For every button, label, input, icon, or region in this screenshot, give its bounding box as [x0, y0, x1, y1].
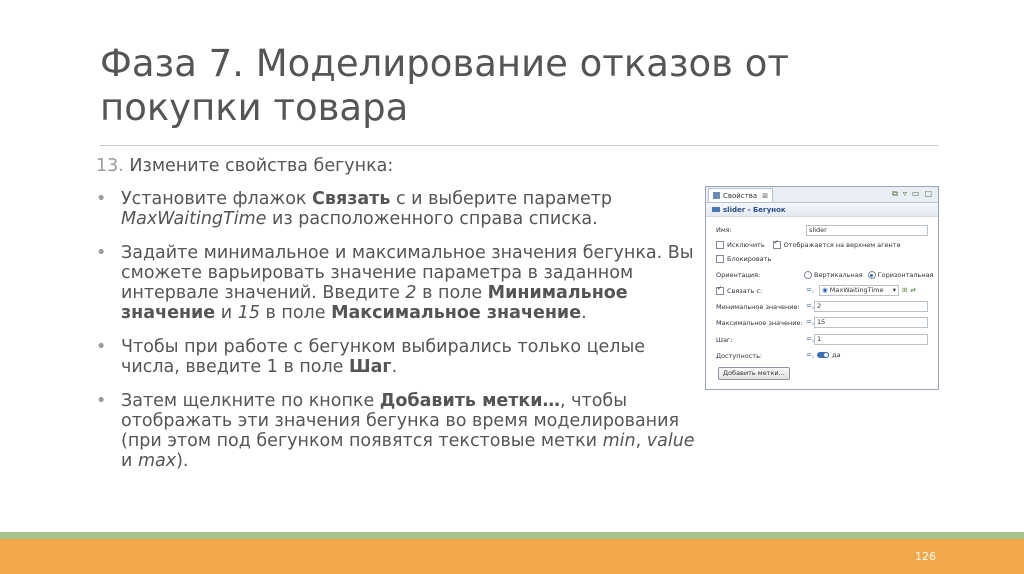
text: в поле: [259, 303, 332, 323]
label: Шаг:: [716, 336, 733, 344]
bullet-dot: •: [96, 391, 107, 411]
text: Установите флажок: [121, 189, 313, 209]
title-divider: [100, 145, 938, 146]
label: Горизонтальная: [877, 271, 934, 279]
properties-panel: [705, 186, 939, 390]
equals-icon: =,: [806, 318, 815, 326]
orientation-options: [804, 271, 934, 279]
text: , чтобы отображать эти значения бегунка во время моделирования (при этом под бегунком появятся текстовые метки: [121, 391, 680, 451]
bullet-link: [96, 189, 696, 229]
min-label: [716, 303, 800, 311]
exclude-checkbox[interactable]: [716, 241, 724, 249]
panel-tools: [892, 189, 932, 199]
equals-icon: =,: [806, 302, 815, 310]
equals-icon: =,: [806, 286, 815, 294]
horizontal-radio[interactable]: [868, 271, 876, 279]
italic-text: max: [137, 451, 177, 471]
close-icon[interactable]: ⊠: [762, 191, 769, 200]
text: из расположенного справа списка.: [266, 209, 598, 229]
label: Исключить: [727, 241, 765, 249]
slider-icon: [712, 207, 720, 212]
label: Блокировать: [727, 255, 772, 263]
enabled-control: [806, 351, 841, 359]
link-eq: [806, 286, 814, 294]
step-line: [96, 156, 696, 176]
text: с и выберите параметр: [390, 189, 613, 209]
bullet-dot: •: [96, 243, 107, 263]
text: Чтобы при работе с бегунком выбирались только целые числа, введите 1 в поле: [121, 337, 646, 377]
bold-text: Минимальное значение: [121, 283, 628, 323]
link-select-value: MaxWaitingTime: [829, 286, 884, 294]
parameter-icon: ◉: [822, 286, 828, 294]
chevron-down-icon: ▾: [892, 286, 896, 294]
enabled-value: да: [832, 351, 841, 359]
orientation-label: [716, 271, 760, 279]
step-input[interactable]: 1: [814, 334, 928, 345]
label: Максимальное значение:: [716, 319, 803, 327]
add-labels-button[interactable]: Добавить метки...: [718, 367, 790, 380]
label: Имя:: [716, 226, 732, 234]
link-row: [716, 287, 762, 295]
link-select[interactable]: [819, 285, 899, 296]
tab-label: Свойства: [723, 191, 758, 200]
panel-tab-bar: [706, 187, 938, 203]
name-input[interactable]: slider: [806, 225, 928, 236]
panel-header-text: slider - Бегунок: [723, 205, 786, 214]
text: в поле: [416, 283, 488, 303]
link-tools: [902, 286, 916, 294]
text: Затем щелкните по кнопке: [121, 391, 380, 411]
text: и: [121, 451, 138, 471]
label: Минимальное значение:: [716, 303, 800, 311]
bullet-dot: •: [96, 189, 107, 209]
maximize-icon[interactable]: □: [924, 189, 932, 198]
enabled-toggle[interactable]: [817, 352, 829, 358]
vertical-radio[interactable]: [804, 271, 812, 279]
properties-icon: [713, 192, 720, 199]
bullet-add-labels: [96, 391, 696, 471]
minimize-icon[interactable]: ▭: [911, 189, 920, 198]
step-label: [716, 336, 733, 344]
italic-text: 15: [237, 303, 260, 323]
link-icon[interactable]: ⇄: [910, 286, 916, 294]
label: Отображается на верхнем агенте: [783, 241, 901, 249]
italic-text: min: [602, 431, 636, 451]
text: .: [581, 303, 587, 323]
equals-icon: =,: [806, 335, 815, 343]
step-number: 13.: [96, 156, 124, 176]
bullet-min-max: [96, 243, 696, 323]
step-text: Измените свойства бегунка:: [129, 156, 394, 176]
equals-icon: =,: [806, 351, 815, 359]
block-checkbox[interactable]: [716, 255, 724, 263]
italic-text: 2: [405, 283, 417, 303]
block-row: [716, 255, 771, 263]
enabled-label: [716, 352, 762, 360]
footer-green-bar: [0, 532, 1024, 539]
label: Ориентация:: [716, 271, 761, 279]
name-label: [716, 226, 732, 234]
text: ,: [635, 431, 647, 451]
italic-text: MaxWaitingTime: [121, 209, 267, 229]
link-checkbox[interactable]: [716, 287, 724, 295]
text: и: [215, 303, 238, 323]
label: Связать с:: [727, 287, 763, 295]
edit-icon[interactable]: ⊞: [902, 286, 908, 294]
chevron-down-icon[interactable]: ▿: [902, 189, 907, 198]
italic-text: value: [646, 431, 695, 451]
new-window-icon[interactable]: ⧉: [892, 189, 898, 198]
bullet-dot: •: [96, 337, 107, 357]
bold-text: Связать: [312, 189, 391, 209]
max-input[interactable]: 15: [814, 317, 928, 328]
text: .: [391, 357, 398, 377]
label: Вертикальная: [814, 271, 863, 279]
label: Доступность:: [716, 352, 763, 360]
bold-text: Максимальное значение: [331, 303, 582, 323]
page-number: 126: [915, 550, 936, 563]
max-label: [716, 319, 803, 327]
footer-orange-bar: [0, 539, 1024, 574]
bold-text: Шаг: [349, 357, 392, 377]
step-eq: [806, 335, 814, 343]
text: ).: [176, 451, 189, 471]
min-input[interactable]: 2: [814, 301, 928, 312]
tab-properties[interactable]: [708, 188, 773, 202]
slide-title: Фаза 7. Моделирование отказов от покупки товара: [100, 42, 789, 129]
slide-content: [96, 156, 696, 485]
panel-header: [706, 203, 938, 217]
checkbox-row: [716, 241, 901, 249]
min-eq: [806, 302, 814, 310]
max-eq: [806, 318, 814, 326]
show-top-checkbox[interactable]: [773, 241, 781, 249]
bullet-step: [96, 337, 696, 377]
bold-text: Добавить метки…: [379, 391, 561, 411]
text: Задайте минимальное и максимальное значения бегунка. Вы сможете варьировать значение параметра в заданном интервале значений. Введите: [121, 243, 694, 303]
